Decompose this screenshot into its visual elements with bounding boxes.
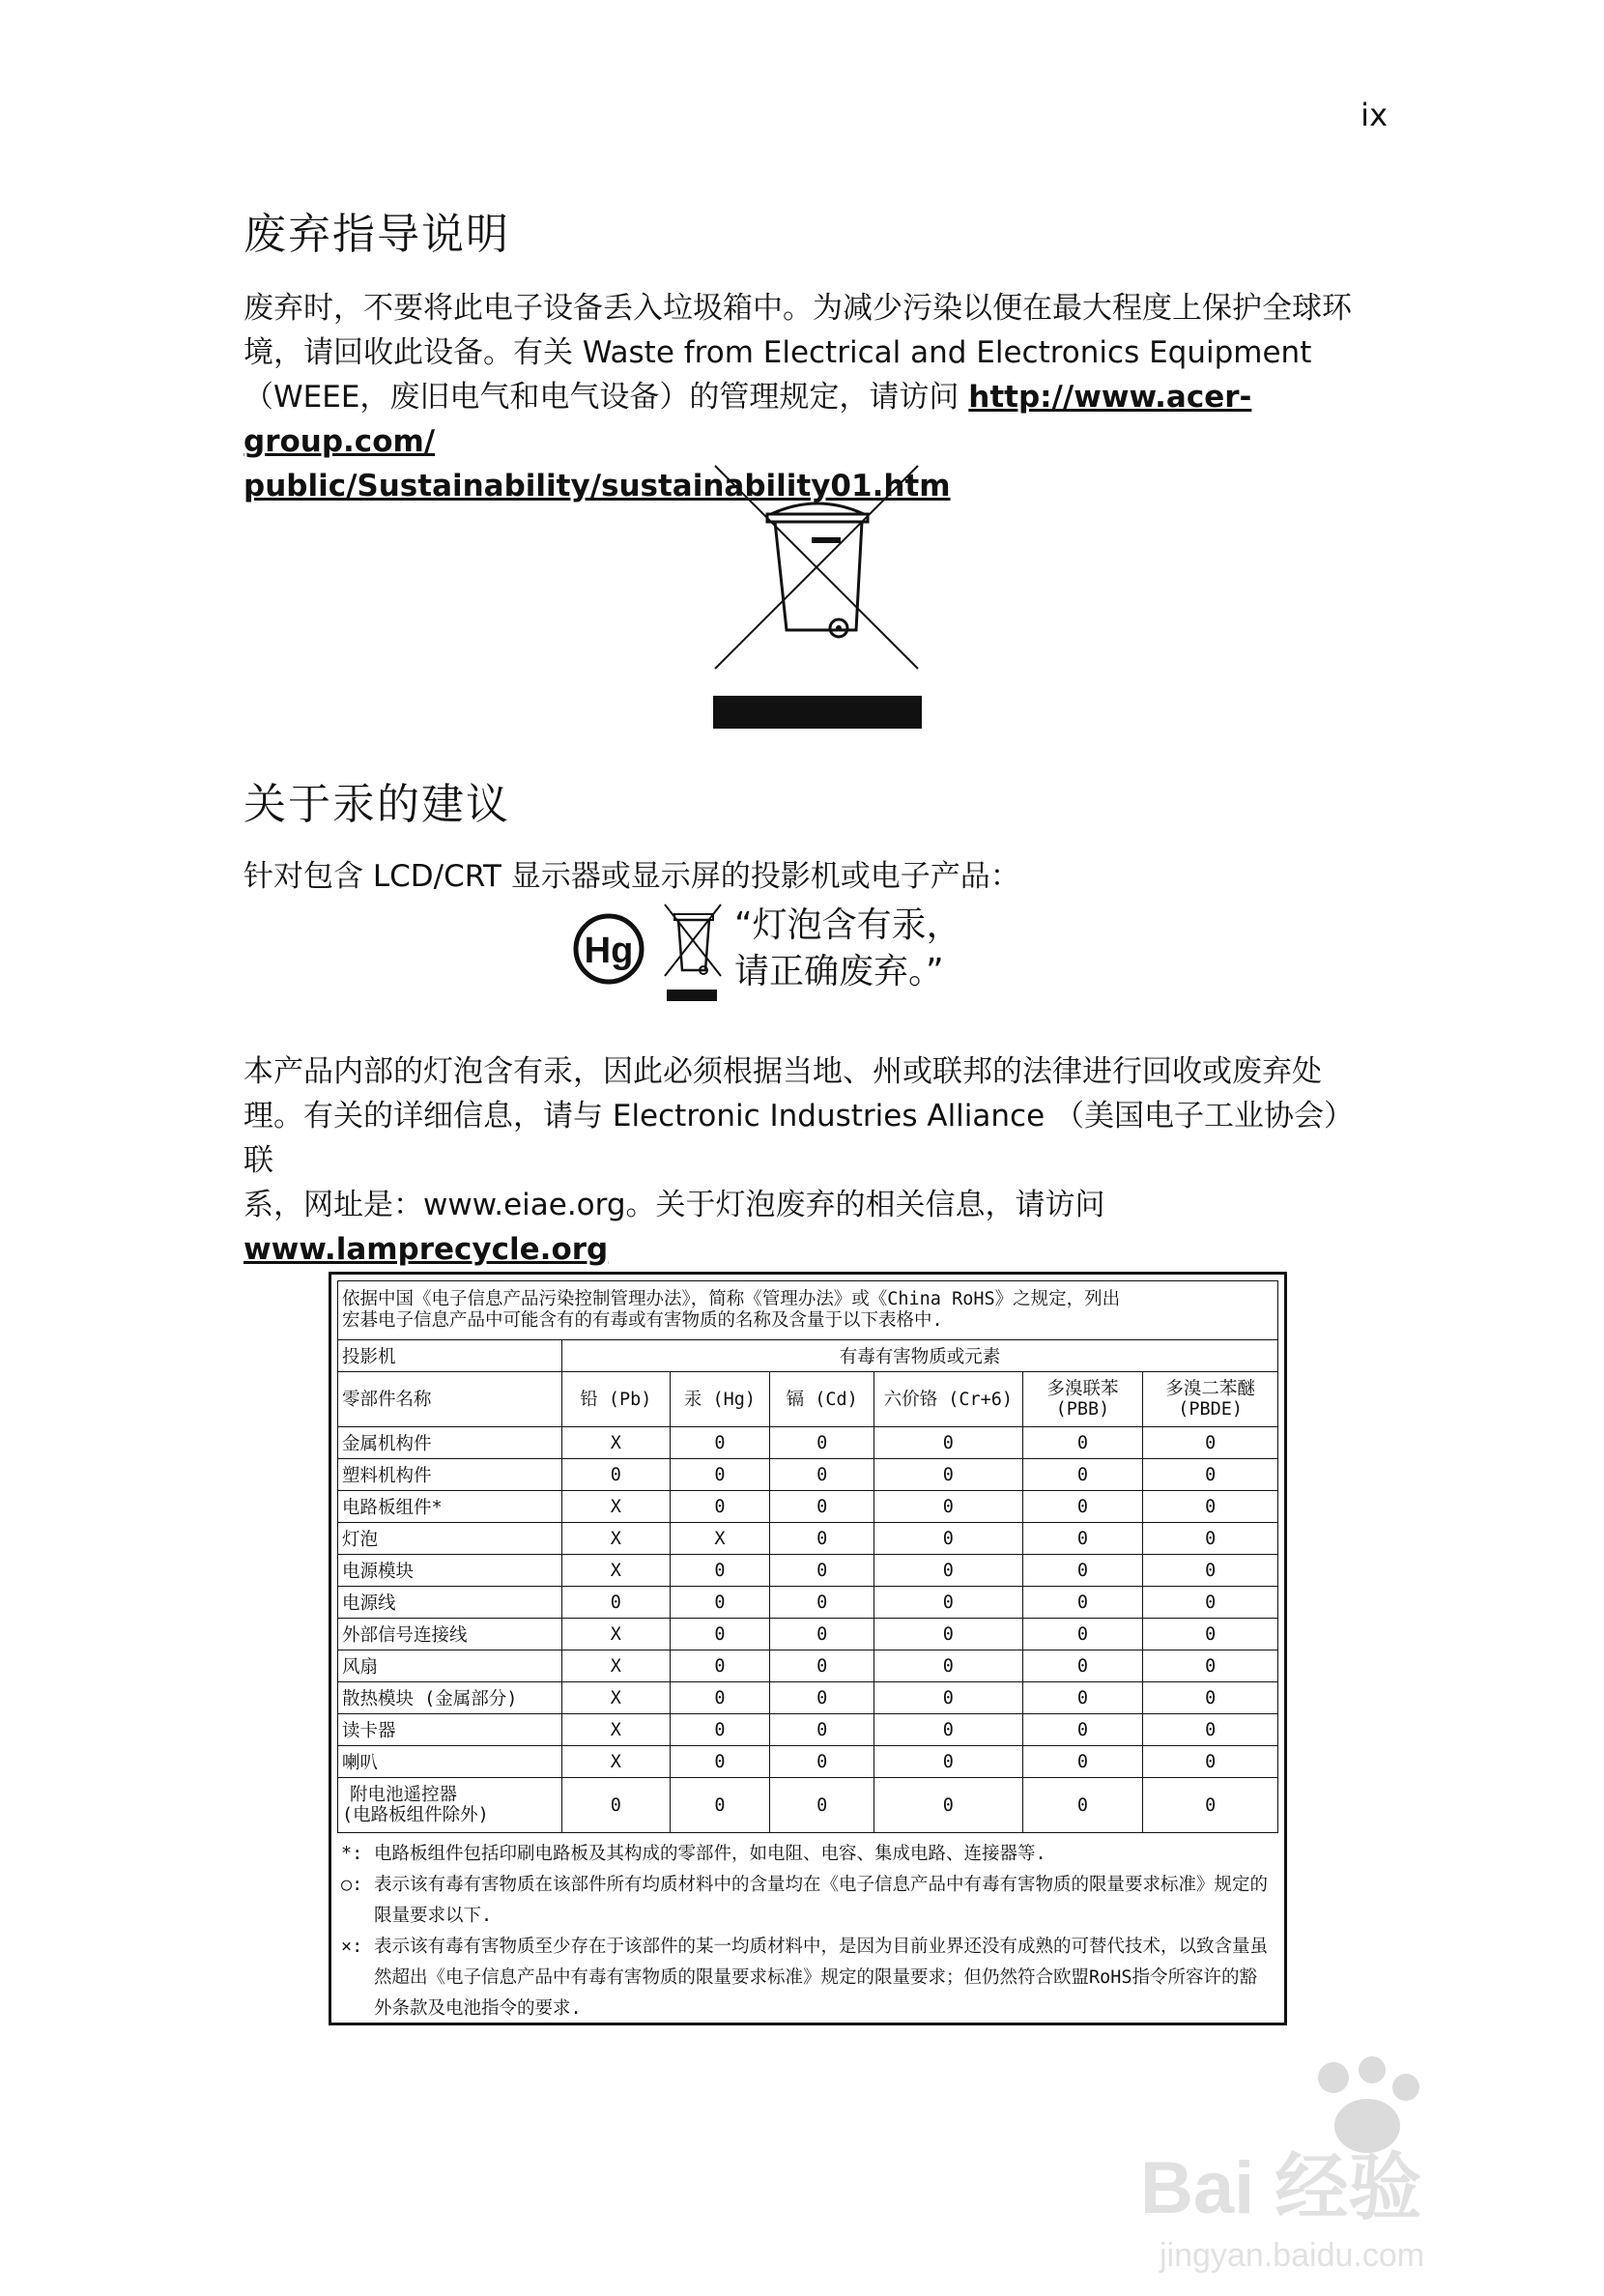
cell: 0 (770, 1427, 874, 1459)
rohs-note (341, 1839, 1275, 1870)
cell: 0 (561, 1459, 670, 1491)
note-mark: ○: (341, 1875, 363, 1895)
row-name: 电路板组件* (338, 1491, 562, 1523)
table-row (338, 1778, 1278, 1833)
cell: 0 (1022, 1523, 1143, 1555)
cell: X (561, 1714, 670, 1746)
row-name: 电源模块 (338, 1555, 562, 1587)
cell: 0 (1143, 1619, 1278, 1650)
disposal-line-3 (243, 375, 1384, 464)
row-name: 风扇 (338, 1650, 562, 1682)
disposal-line-1: 废弃时，不要将此电子设备丢入垃圾箱中。为减少污染以便在最大程度上保护全球环 (243, 291, 1352, 326)
row-name: 金属机构件 (338, 1427, 562, 1459)
table-row (338, 1523, 1278, 1555)
cell: 0 (1022, 1778, 1143, 1833)
cell: 0 (1022, 1427, 1143, 1459)
note-text: 表示该有毒有害物质至少存在于该部件的某一均质材料中，是因为目前业界还没有成熟的可替代技术，以致含量虽然超出《电子信息产品中有毒有害物质的限量要求标准》规定的限量要求；但仍然符合欧盟RoHS指令所容许的豁外条款及电池指令的要求. (374, 1937, 1269, 2019)
cell: 0 (874, 1778, 1023, 1833)
cell: 0 (770, 1555, 874, 1587)
cell: 0 (874, 1714, 1023, 1746)
hg-mercury-icon (570, 897, 725, 1005)
table-row (338, 1746, 1278, 1778)
cell: 0 (670, 1491, 770, 1523)
note-mark: *: (341, 1844, 363, 1864)
cell: 0 (1143, 1714, 1278, 1746)
row-name: 塑料机构件 (338, 1459, 562, 1491)
rohs-column-row (338, 1372, 1278, 1427)
cell: 0 (770, 1746, 874, 1778)
cell: 0 (874, 1427, 1023, 1459)
cell: 0 (1022, 1714, 1143, 1746)
cell: 0 (770, 1682, 874, 1714)
acer-sustainability-link[interactable]: http://www.acer-group.com/ (243, 380, 1252, 459)
cell: 0 (1143, 1555, 1278, 1587)
cell: 0 (670, 1555, 770, 1587)
svg-text:Hg: Hg (584, 931, 634, 971)
disposal-section (243, 199, 1384, 508)
cell: 0 (670, 1587, 770, 1619)
cell: 0 (1022, 1459, 1143, 1491)
rohs-intro-line-1: 依据中国《电子信息产品污染控制管理办法》，简称《管理办法》或《China RoHS》之规定，列出 (342, 1289, 1121, 1309)
table-row (338, 1491, 1278, 1523)
rohs-body (338, 1427, 1278, 1778)
disposal-line-2: 境，请回收此设备。有关 Waste from Electrical and Electronics Equipment (243, 335, 1312, 370)
cell: 0 (561, 1587, 670, 1619)
table-row (338, 1650, 1278, 1682)
disposal-line-3-text: （WEEE，废旧电气和电气设备）的管理规定，请访问 (243, 380, 969, 415)
cell: 0 (1143, 1587, 1278, 1619)
cell: 0 (770, 1491, 874, 1523)
table-row (338, 1682, 1278, 1714)
note-text: 电路板组件包括印刷电路板及其构成的零部件，如电阻、电容、集成电路、连接器等. (374, 1844, 1046, 1864)
cell: X (561, 1619, 670, 1650)
note-text: 表示该有毒有害物质在该部件所有均质材料中的含量均在《电子信息产品中有毒有害物质的限量要求标准》规定的限量要求以下. (374, 1875, 1269, 1926)
cell: 0 (1143, 1459, 1278, 1491)
col-header: 镉 (Cd) (770, 1372, 874, 1427)
row-name: 电源线 (338, 1587, 562, 1619)
rohs-intro-line-2: 宏碁电子信息产品中可能含有的有毒或有害物质的名称及含量于以下表格中. (342, 1310, 943, 1331)
col-header: 汞 (Hg) (670, 1372, 770, 1427)
disposal-heading: 废弃指导说明 (243, 210, 510, 259)
row-name: 灯泡 (338, 1523, 562, 1555)
svg-text:Bai 经验: Bai 经验 (1140, 2147, 1422, 2229)
cell: X (561, 1523, 670, 1555)
rohs-note (341, 1870, 1275, 1932)
row-name: 散热模块 (金属部分) (338, 1682, 562, 1714)
cell: X (561, 1491, 670, 1523)
rohs-substance-header: 有毒有害物质或元素 (561, 1340, 1277, 1372)
cell: 0 (670, 1714, 770, 1746)
cell: 0 (874, 1555, 1023, 1587)
rohs-header-row (338, 1340, 1278, 1372)
cell: 0 (874, 1619, 1023, 1650)
mercury-section (243, 769, 1384, 899)
svg-text:jingyan.baidu.com: jingyan.baidu.com (1160, 2237, 1425, 2274)
cell: 0 (1143, 1427, 1278, 1459)
cell: X (561, 1746, 670, 1778)
row-name: 喇叭 (338, 1746, 562, 1778)
quote-line-1: “灯泡含有汞， (734, 905, 961, 945)
rohs-note (341, 1932, 1275, 2024)
cell: 0 (1022, 1619, 1143, 1650)
table-row (338, 1587, 1278, 1619)
cell: 0 (670, 1650, 770, 1682)
cell: 0 (874, 1491, 1023, 1523)
cell: 0 (770, 1523, 874, 1555)
mercury-intro: 针对包含 LCD/CRT 显示器或显示屏的投影机或电子产品： (243, 859, 1020, 894)
cell: 0 (874, 1587, 1023, 1619)
cell: 0 (1143, 1523, 1278, 1555)
cell: 0 (670, 1682, 770, 1714)
cell: 0 (1022, 1587, 1143, 1619)
cell: 0 (874, 1650, 1023, 1682)
cell: 0 (770, 1459, 874, 1491)
row-name-line-2: (电路板组件除外) (342, 1805, 489, 1825)
cell: 0 (874, 1459, 1023, 1491)
note-mark: ×: (341, 1937, 363, 1957)
table-row (338, 1714, 1278, 1746)
cell: X (561, 1555, 670, 1587)
cell: 0 (1022, 1491, 1143, 1523)
cell: 0 (670, 1427, 770, 1459)
page-number: ix (1361, 97, 1388, 133)
cell: 0 (1143, 1682, 1278, 1714)
cell: X (670, 1523, 770, 1555)
cell: 0 (1022, 1555, 1143, 1587)
mercury-line-4 (243, 1227, 1384, 1272)
cell: 0 (1143, 1746, 1278, 1778)
table-row (338, 1459, 1278, 1491)
mercury-heading: 关于汞的建议 (243, 780, 510, 829)
col-header: 多溴联苯 (PBB) (1022, 1372, 1143, 1427)
cell: 0 (1143, 1778, 1278, 1833)
cell: 0 (670, 1459, 770, 1491)
row-name: 读卡器 (338, 1714, 562, 1746)
mercury-paragraph (243, 1049, 1384, 1272)
mercury-line-1: 本产品内部的灯泡含有汞，因此必须根据当地、州或联邦的法律进行回收或废弃处 (243, 1054, 1322, 1089)
cell: 0 (770, 1650, 874, 1682)
row-name (338, 1778, 562, 1833)
cell: 0 (874, 1523, 1023, 1555)
cell: 0 (770, 1714, 874, 1746)
cell: X (561, 1427, 670, 1459)
mercury-label (570, 897, 1053, 1005)
baidu-watermark-logo (1131, 2049, 1498, 2281)
cell: 0 (1022, 1650, 1143, 1682)
cell: 0 (670, 1778, 770, 1833)
rohs-table (337, 1280, 1278, 1833)
col-header: 六价铬 (Cr+6) (874, 1372, 1023, 1427)
rohs-table-box (329, 1272, 1287, 2025)
col-header: 铅 (Pb) (561, 1372, 670, 1427)
rohs-part-header: 零部件名称 (338, 1372, 562, 1427)
table-row (338, 1619, 1278, 1650)
cell: 0 (770, 1778, 874, 1833)
cell: X (561, 1650, 670, 1682)
rohs-intro (338, 1281, 1278, 1340)
table-row (338, 1427, 1278, 1459)
acer-sustainability-link-cont[interactable]: public/Sustainability/sustainability01.htm (243, 469, 951, 503)
cell: 0 (670, 1619, 770, 1650)
quote-line-2: 请正确废弃。” (734, 952, 944, 991)
cell: 0 (770, 1619, 874, 1650)
cell: 0 (561, 1778, 670, 1833)
row-name-line-1: 附电池遥控器 (350, 1785, 458, 1805)
cell: 0 (670, 1746, 770, 1778)
cell: 0 (874, 1746, 1023, 1778)
col-header: 多溴二苯醚 (PBDE) (1143, 1372, 1278, 1427)
cell: X (561, 1682, 670, 1714)
table-row (338, 1555, 1278, 1587)
cell: 0 (1022, 1746, 1143, 1778)
rohs-product: 投影机 (338, 1340, 562, 1372)
mercury-line-2: 理。有关的详细信息，请与 Electronic Industries Alliance （美国电子工业协会）联 (243, 1099, 1355, 1178)
crossed-out-wheelie-bin-icon (711, 464, 924, 734)
lamprecycle-link[interactable]: www.lamprecycle.org (243, 1232, 609, 1267)
cell: 0 (1143, 1650, 1278, 1682)
cell: 0 (1022, 1682, 1143, 1714)
cell: 0 (874, 1682, 1023, 1714)
mercury-line-3: 系，网址是：www.eiae.org。关于灯泡废弃的相关信息，请访问 (243, 1188, 1105, 1222)
cell: 0 (1143, 1491, 1278, 1523)
cell: 0 (770, 1587, 874, 1619)
row-name: 外部信号连接线 (338, 1619, 562, 1650)
rohs-intro-row (338, 1281, 1278, 1340)
rohs-notes (337, 1833, 1278, 2024)
mercury-warning-quote (734, 903, 961, 995)
